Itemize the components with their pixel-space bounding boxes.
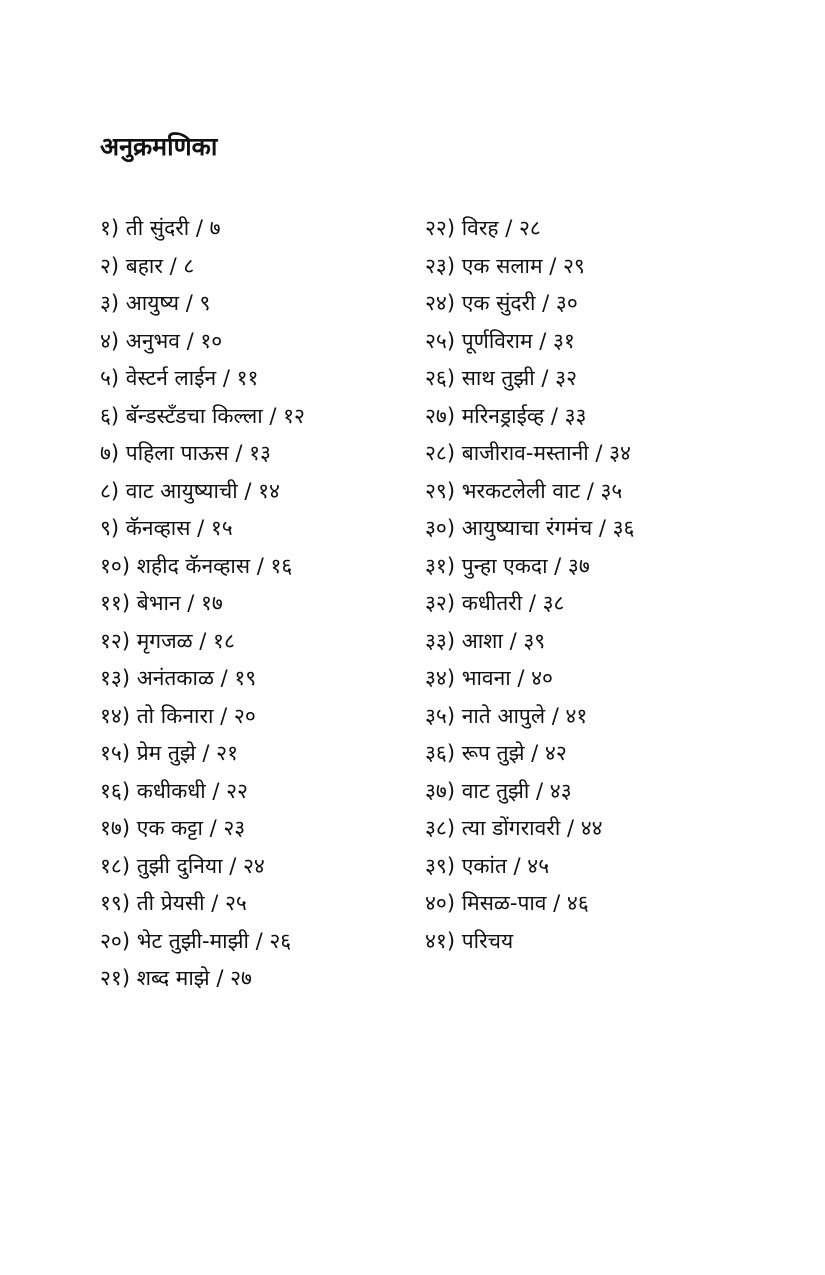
toc-entry: १५) प्रेम तुझे / २१ <box>100 741 239 765</box>
toc-entry: २७) मरिनड्राईव्ह / ३३ <box>425 403 587 428</box>
toc-entry: २६) साथ तुझी / ३२ <box>425 366 577 390</box>
toc-entry: ४०) मिसळ-पाव / ४६ <box>425 891 589 915</box>
toc-entry: १३) अनंतकाळ / १९ <box>100 666 257 690</box>
toc-entry: १२) मृगजळ / १८ <box>100 628 235 653</box>
toc-entry: १९) ती प्रेयसी / २५ <box>100 891 247 915</box>
toc-entry: ५) वेस्टर्न लाईन / ११ <box>100 366 259 390</box>
toc-entry: ३१) पुन्हा एकदा / ३७ <box>425 553 590 578</box>
toc-entry: ३९) एकांत / ४५ <box>425 853 550 878</box>
toc-entry: १०) शहीद कॅनव्हास / १६ <box>100 553 293 578</box>
toc-entry: ३२) कधीतरी / ३८ <box>425 591 565 615</box>
toc-entry: २२) विरह / २८ <box>425 216 541 240</box>
toc-entry: ३८) त्या डोंगरावरी / ४४ <box>425 816 603 840</box>
toc-entry: ३०) आयुष्याचा रंगमंच / ३६ <box>425 516 635 540</box>
toc-entry: २०) भेट तुझी-माझी / २६ <box>100 928 292 953</box>
toc-entry: १६) कधीकधी / २२ <box>100 778 248 803</box>
toc-entry: ३६) रूप तुझे / ४२ <box>425 741 567 765</box>
toc-entry: ३५) नाते आपुले / ४१ <box>425 703 588 728</box>
toc-entry: १) ती सुंदरी / ७ <box>100 216 221 240</box>
toc-entry: ३) आयुष्य / ९ <box>100 291 211 315</box>
toc-right-column <box>425 210 634 960</box>
toc-entry: २३) एक सलाम / २९ <box>425 253 585 278</box>
toc-entry: २८) बाजीराव-मस्तानी / ३४ <box>425 441 631 465</box>
toc-entry: २५) पूर्णविराम / ३१ <box>425 328 575 353</box>
toc-entry: ३४) भावना / ४० <box>425 666 553 690</box>
toc-entry: १८) तुझी दुनिया / २४ <box>100 853 265 878</box>
toc-entry: २) बहार / ८ <box>100 253 195 278</box>
toc-entry: २४) एक सुंदरी / ३० <box>425 291 578 315</box>
toc-entry: ३३) आशा / ३९ <box>425 628 546 653</box>
toc-entry: २९) भरकटलेली वाट / ३५ <box>425 478 623 503</box>
toc-entry: २१) शब्द माझे / २७ <box>100 966 252 990</box>
page-title: अनुक्रमणिका <box>100 131 218 161</box>
toc-entry: ७) पहिला पाऊस / १३ <box>100 441 271 465</box>
toc-entry: ६) बॅन्डस्टँडचा किल्ला / १२ <box>100 403 305 428</box>
toc-entry: १७) एक कट्टा / २३ <box>100 816 246 840</box>
toc-entry: ३७) वाट तुझी / ४३ <box>425 778 572 803</box>
toc-entry: ४) अनुभव / १० <box>100 328 223 353</box>
toc-left-column <box>100 210 305 998</box>
toc-entry: ११) बेभान / १७ <box>100 591 223 615</box>
toc-entry: ९) कॅनव्हास / १५ <box>100 516 233 540</box>
toc-entry: १४) तो किनारा / २० <box>100 703 256 728</box>
toc-entry: ८) वाट आयुष्याची / १४ <box>100 478 280 503</box>
toc-entry: ४१) परिचय <box>425 928 514 953</box>
